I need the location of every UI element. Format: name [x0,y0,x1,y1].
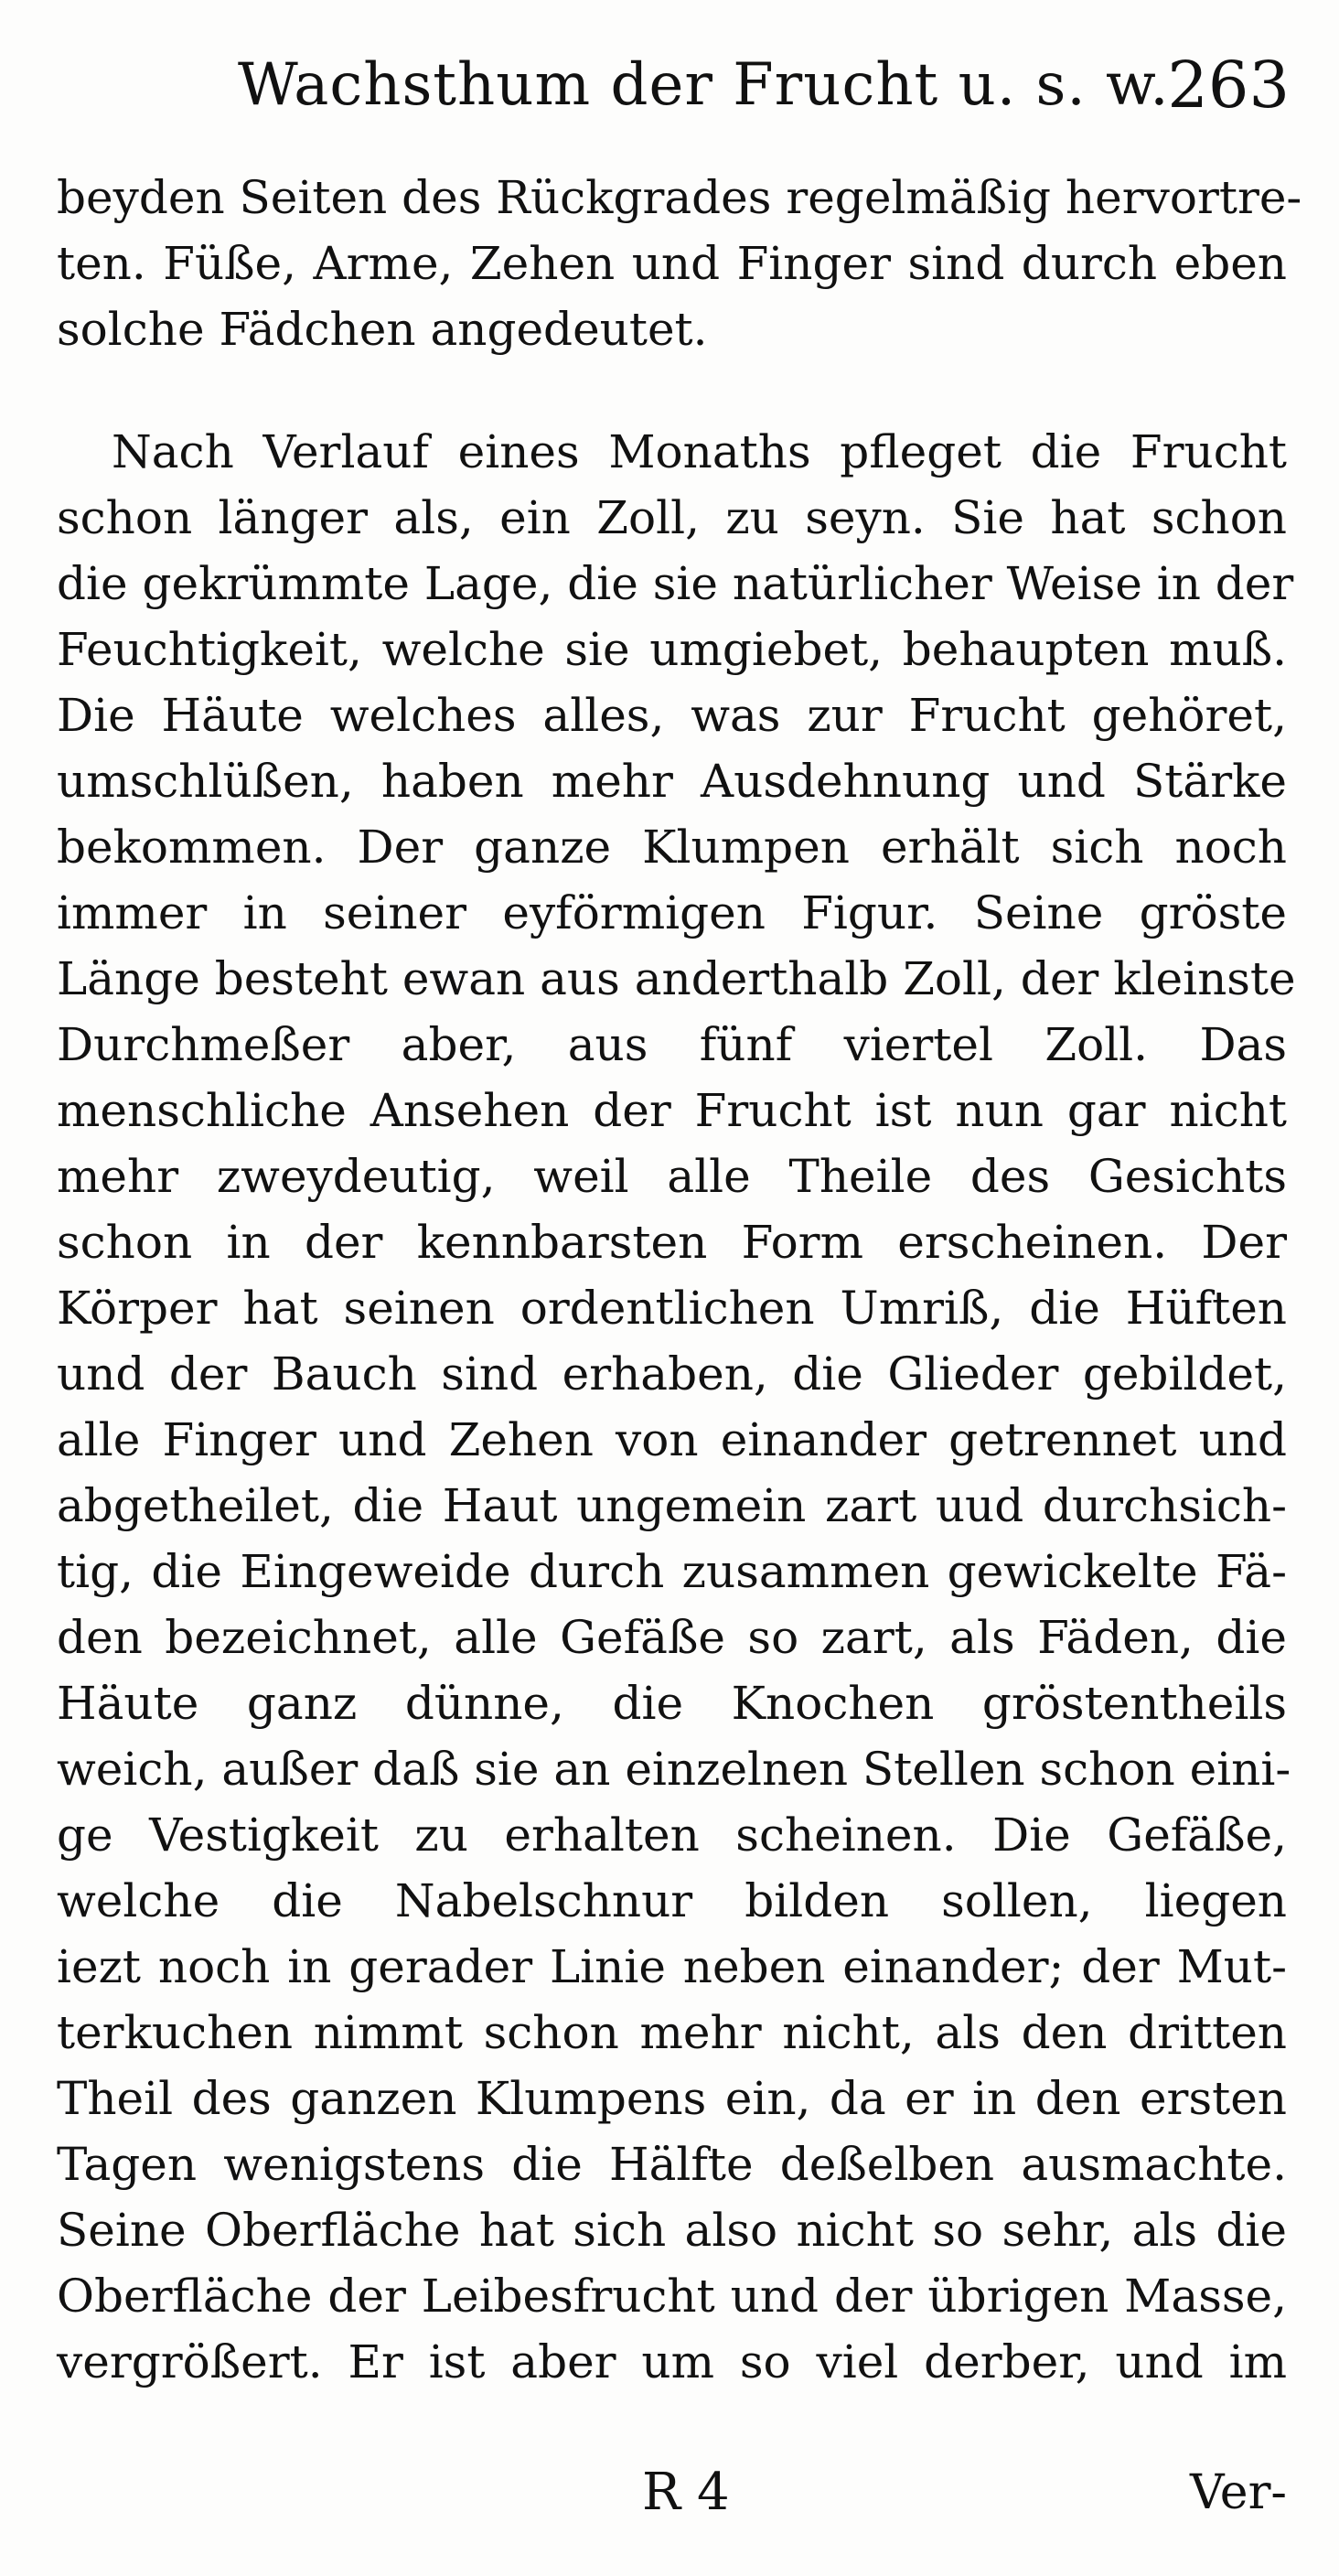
paragraph-gap [57,362,1287,419]
catchword: Ver- [1190,2465,1287,2520]
text-line: Körper hat seinen ordentlichen Umriß, die Hüften [57,1282,1287,1335]
text-line: schon in der kennbarsten Form erscheinen. Der [57,1216,1287,1269]
page-footer [57,2456,1287,2538]
text-line: Feuchtigkeit, welche sie umgiebet, behaupten muß. [57,623,1287,676]
paragraph [57,419,1296,2395]
text-line: und der Bauch sind erhaben, die Glieder gebildet, [57,1347,1287,1401]
text-line: terkuchen nimmt schon mehr nicht, als den dritten [57,2006,1287,2059]
text-line: tig, die Eingeweide durch zusammen gewickelte Fä- [57,1545,1287,1598]
text-line: Häute ganz dünne, die Knochen gröstentheils [57,1677,1287,1730]
text-line: vergrößert. Er ist aber um so viel derber, und im [57,2335,1287,2388]
text-line: welche die Nabelschnur bilden sollen, liegen [57,1874,1287,1927]
text-line: ten. Füße, Arme, Zehen und Finger sind durch eben [57,237,1287,290]
text-line: Länge besteht ewan aus anderthalb Zoll, der kleinste [57,952,1296,1005]
text-line: alle Finger und Zehen von einander getrennet und [57,1413,1287,1466]
text-line: Seine Oberfläche hat sich also nicht so sehr, als die [57,2204,1287,2257]
text-line: beyden Seiten des Rückgrades regelmäßig hervortre- [57,171,1302,224]
page-number: 263 [1167,48,1290,123]
signature-mark: R 4 [642,2463,730,2522]
text-line: den bezeichnet, alle Gefäße so zart, als Fäden, die [57,1611,1287,1664]
text-line: schon länger als, ein Zoll, zu seyn. Sie hat schon [57,491,1287,544]
text-line: mehr zweydeutig, weil alle Theile des Gesichts [57,1150,1287,1203]
text-line: Durchmeßer aber, aus fünf viertel Zoll. Das [57,1018,1287,1071]
text-line: Theil des ganzen Klumpens ein, da er in den ersten [57,2072,1287,2125]
text-line: umschlüßen, haben mehr Ausdehnung und Stärke [57,755,1287,808]
text-line: ge Vestigkeit zu erhalten scheinen. Die Gefäße, [57,1809,1287,1862]
page-header [229,35,1290,135]
text-line: Oberfläche der Leibesfrucht und der übrigen Masse, [57,2270,1287,2323]
text-line: menschliche Ansehen der Frucht ist nun gar nicht [57,1084,1287,1137]
text-line: iezt noch in gerader Linie neben einander; der Mut- [57,1940,1287,1993]
text-line: Die Häute welches alles, was zur Frucht gehöret, [57,689,1287,742]
text-line: abgetheilet, die Haut ungemein zart uud durchsich- [57,1479,1287,1532]
text-line: Nach Verlauf eines Monaths pfleget die Frucht [112,425,1287,478]
body-text [57,165,1302,2395]
text-line: die gekrümmte Lage, die sie natürlicher Weise in der [57,557,1294,610]
text-line: immer in seiner eyförmigen Figur. Seine gröste [57,886,1287,939]
text-line: bekommen. Der ganze Klumpen erhält sich noch [57,821,1287,874]
text-line: solche Fädchen angedeutet. [57,303,708,356]
text-line: weich, außer daß sie an einzelnen Stellen schon eini- [57,1743,1291,1796]
text-line: Tagen wenigstens die Hälfte deßelben ausmachte. [57,2138,1287,2191]
paragraph [57,165,1302,362]
running-title: Wachsthum der Frucht u. s. w. [238,51,1170,119]
